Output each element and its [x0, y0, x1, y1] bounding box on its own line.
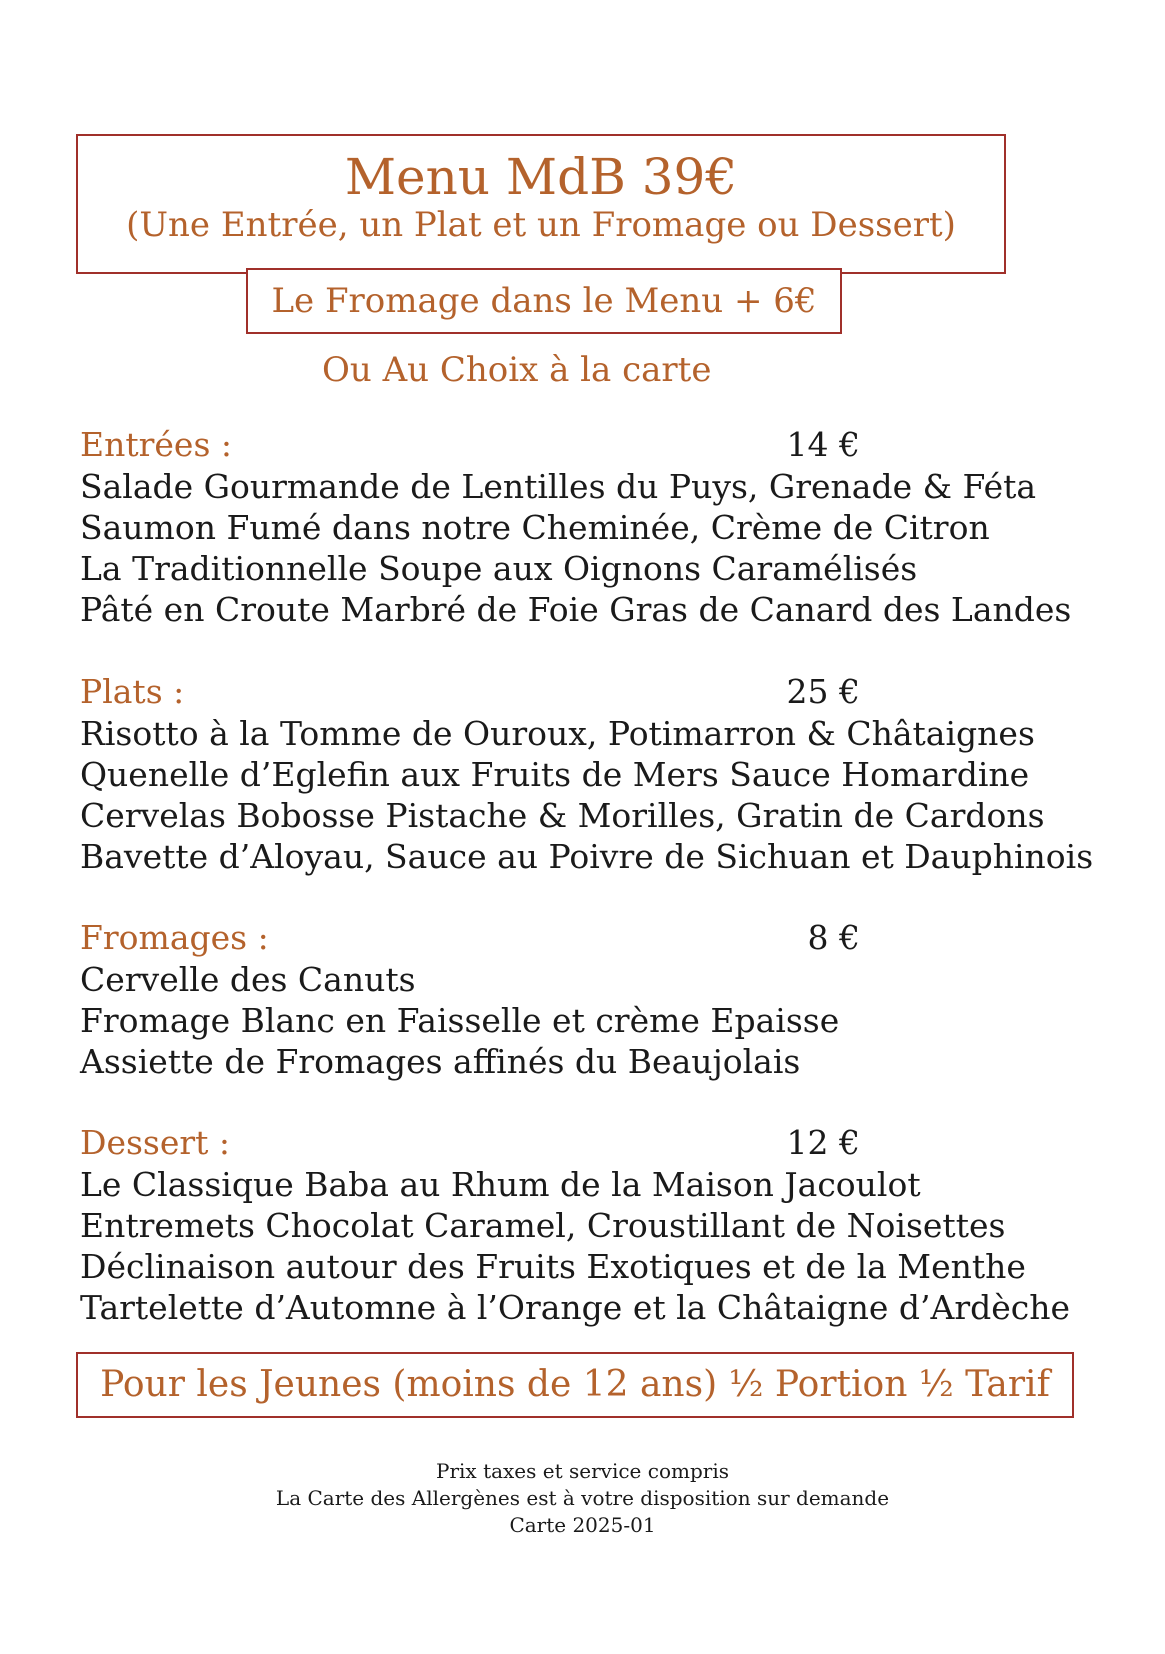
- a-la-carte-heading: Ou Au Choix à la carte: [322, 350, 712, 390]
- cheese-supplement-box: Le Fromage dans le Menu + 6€: [246, 268, 842, 334]
- dish-item: Salade Gourmande de Lentilles du Puys, Grenade & Féta: [80, 467, 1037, 506]
- dish-item: Entremets Chocolat Caramel, Croustillant de Noisettes: [80, 1206, 1006, 1245]
- dish-list: [80, 1164, 1071, 1328]
- section-header: [80, 424, 1060, 466]
- menu-subtitle: (Une Entrée, un Plat et un Fromage ou Dessert): [126, 205, 956, 245]
- section-entrees: [80, 424, 1072, 630]
- footer-allergens-note: La Carte des Allergènes est à votre disposition sur demande: [275, 1486, 890, 1510]
- section-header: [80, 671, 1060, 713]
- section-price: 12 €: [786, 1123, 860, 1162]
- section-price: 25 €: [786, 672, 860, 711]
- dish-item: Bavette d’Aloyau, Sauce au Poivre de Sichuan et Dauphinois: [80, 837, 1094, 876]
- dish-item: Le Classique Baba au Rhum de la Maison Jacoulot: [80, 1165, 921, 1204]
- dish-list: [80, 713, 1094, 877]
- dish-item: Déclinaison autour des Fruits Exotiques et de la Menthe: [80, 1247, 1026, 1286]
- section-header: [80, 917, 1060, 959]
- dish-item: Pâté en Croute Marbré de Foie Gras de Canard des Landes: [80, 590, 1072, 629]
- dish-item: La Traditionnelle Soupe aux Oignons Caramélisés: [80, 549, 918, 588]
- section-fromages: [80, 917, 1060, 1082]
- section-title: Fromages :: [80, 918, 269, 957]
- section-desserts: [80, 1122, 1071, 1328]
- menu-title-box: [76, 134, 1006, 274]
- section-price: 8 €: [807, 918, 860, 957]
- dish-item: Assiette de Fromages affinés du Beaujolais: [80, 1042, 801, 1081]
- dish-item: Cervelle des Canuts: [80, 960, 416, 999]
- kids-portion-box: Pour les Jeunes (moins de 12 ans) ½ Portion ½ Tarif: [76, 1352, 1074, 1418]
- dish-list: [80, 959, 1060, 1082]
- footer: [0, 1458, 1165, 1539]
- section-plats: [80, 671, 1094, 877]
- dish-item: Risotto à la Tomme de Ouroux, Potimarron & Châtaignes: [80, 714, 1035, 753]
- footer-taxes-note: Prix taxes et service compris: [436, 1459, 729, 1483]
- section-title: Plats :: [80, 672, 185, 711]
- section-title: Entrées :: [80, 425, 232, 464]
- dish-item: Saumon Fumé dans notre Cheminée, Crème de Citron: [80, 508, 990, 547]
- section-price: 14 €: [786, 425, 860, 464]
- section-title: Dessert :: [80, 1123, 231, 1162]
- dish-item: Quenelle d’Eglefin aux Fruits de Mers Sauce Homardine: [80, 755, 1030, 794]
- footer-carte-version: Carte 2025-01: [509, 1513, 656, 1537]
- section-header: [80, 1122, 1060, 1164]
- menu-title: Menu MdB 39€: [344, 148, 738, 206]
- dish-item: Cervelas Bobosse Pistache & Morilles, Gratin de Cardons: [80, 796, 1045, 835]
- dish-item: Fromage Blanc en Faisselle et crème Epaisse: [80, 1001, 840, 1040]
- dish-item: Tartelette d’Automne à l’Orange et la Châtaigne d’Ardèche: [80, 1288, 1071, 1327]
- dish-list: [80, 466, 1072, 630]
